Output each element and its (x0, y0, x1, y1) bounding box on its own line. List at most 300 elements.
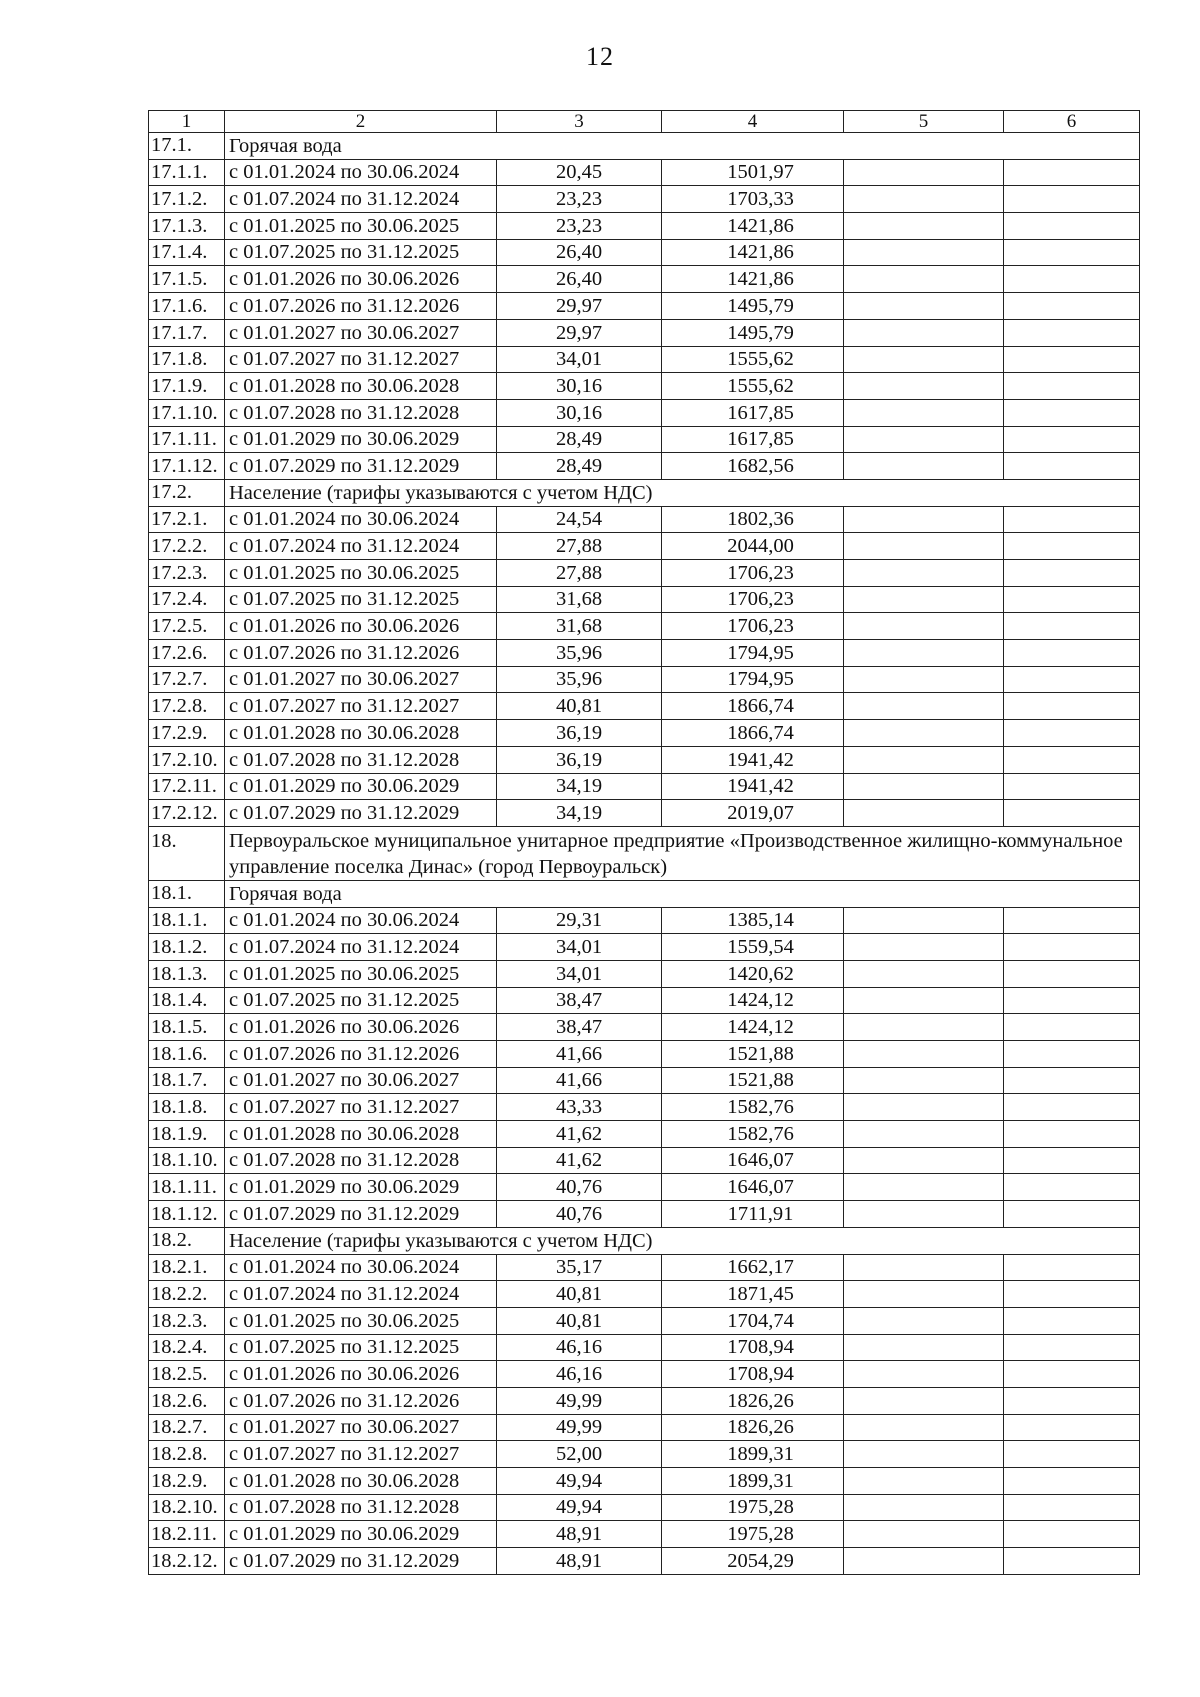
table-row (149, 1094, 1140, 1121)
value-col6-cell (1004, 373, 1140, 400)
row-number: 17.1.5. (149, 266, 225, 293)
period-cell: с 01.01.2028 по 30.06.2028 (225, 720, 497, 747)
value-col3-cell: 38,47 (497, 987, 662, 1014)
column-header-4: 4 (662, 111, 844, 133)
period-cell: с 01.01.2028 по 30.06.2028 (225, 373, 497, 400)
value-col5-cell (844, 1147, 1004, 1174)
value-col6-cell (1004, 159, 1140, 186)
row-number: 18.2.6. (149, 1387, 225, 1414)
table-row (149, 586, 1140, 613)
value-col3-cell: 30,16 (497, 399, 662, 426)
value-col5-cell (844, 346, 1004, 373)
period-cell: с 01.07.2024 по 31.12.2024 (225, 533, 497, 560)
value-col5-cell (844, 533, 1004, 560)
table-row (149, 293, 1140, 320)
value-col3-cell: 34,01 (497, 346, 662, 373)
value-col3-cell: 49,94 (497, 1468, 662, 1495)
table-row (149, 1067, 1140, 1094)
row-number: 17.2.11. (149, 773, 225, 800)
value-col3-cell: 31,68 (497, 586, 662, 613)
row-number: 17.1.10. (149, 399, 225, 426)
table-row (149, 266, 1140, 293)
value-col4-cell: 1421,86 (662, 266, 844, 293)
period-cell: с 01.01.2026 по 30.06.2026 (225, 266, 497, 293)
table-row (149, 1041, 1140, 1068)
value-col4-cell: 1646,07 (662, 1174, 844, 1201)
organization-name: Первоуральское муниципальное унитарное предприятие «Производственное жилищно-коммунальное управление поселка Динас» (город Первоуральск) (225, 826, 1140, 880)
value-col5-cell (844, 1334, 1004, 1361)
row-number: 17.1.12. (149, 453, 225, 480)
period-cell: с 01.01.2024 по 30.06.2024 (225, 907, 497, 934)
value-col5-cell (844, 586, 1004, 613)
value-col4-cell: 1826,26 (662, 1414, 844, 1441)
value-col4-cell: 1555,62 (662, 373, 844, 400)
row-number: 17.2.1. (149, 506, 225, 533)
value-col5-cell (844, 1254, 1004, 1281)
value-col5-cell (844, 1468, 1004, 1495)
row-number: 17.2.3. (149, 560, 225, 587)
row-number: 17.2.12. (149, 800, 225, 827)
value-col3-cell: 35,96 (497, 640, 662, 667)
value-col4-cell: 1794,95 (662, 666, 844, 693)
table-row (149, 346, 1140, 373)
value-col3-cell: 41,66 (497, 1067, 662, 1094)
value-col4-cell: 1975,28 (662, 1521, 844, 1548)
value-col6-cell (1004, 1254, 1140, 1281)
value-col4-cell: 2054,29 (662, 1548, 844, 1575)
value-col5-cell (844, 1094, 1004, 1121)
value-col3-cell: 36,19 (497, 720, 662, 747)
value-col4-cell: 1495,79 (662, 319, 844, 346)
value-col6-cell (1004, 346, 1140, 373)
section-number: 17.1. (149, 133, 225, 160)
table-row (149, 506, 1140, 533)
table-row (149, 426, 1140, 453)
value-col3-cell: 41,62 (497, 1121, 662, 1148)
table-row (149, 186, 1140, 213)
value-col5-cell (844, 1441, 1004, 1468)
value-col5-cell (844, 159, 1004, 186)
value-col6-cell (1004, 399, 1140, 426)
period-cell: с 01.01.2027 по 30.06.2027 (225, 319, 497, 346)
value-col3-cell: 49,94 (497, 1494, 662, 1521)
value-col6-cell (1004, 1121, 1140, 1148)
value-col4-cell: 1421,86 (662, 239, 844, 266)
value-col4-cell: 1662,17 (662, 1254, 844, 1281)
table-row (149, 666, 1140, 693)
row-number: 18.1.12. (149, 1201, 225, 1228)
value-col5-cell (844, 800, 1004, 827)
value-col5-cell (844, 1014, 1004, 1041)
value-col3-cell: 41,66 (497, 1041, 662, 1068)
value-col4-cell: 1521,88 (662, 1041, 844, 1068)
value-col5-cell (844, 453, 1004, 480)
row-number: 17.1.6. (149, 293, 225, 320)
value-col5-cell (844, 613, 1004, 640)
table-row (149, 987, 1140, 1014)
period-cell: с 01.07.2026 по 31.12.2026 (225, 293, 497, 320)
value-col5-cell (844, 1494, 1004, 1521)
value-col3-cell: 29,31 (497, 907, 662, 934)
value-col6-cell (1004, 613, 1140, 640)
value-col6-cell (1004, 1094, 1140, 1121)
value-col6-cell (1004, 720, 1140, 747)
value-col5-cell (844, 934, 1004, 961)
value-col6-cell (1004, 293, 1140, 320)
value-col5-cell (844, 213, 1004, 240)
period-cell: с 01.07.2024 по 31.12.2024 (225, 934, 497, 961)
value-col4-cell: 1866,74 (662, 720, 844, 747)
table-row (149, 213, 1140, 240)
period-cell: с 01.07.2027 по 31.12.2027 (225, 693, 497, 720)
row-number: 17.2.6. (149, 640, 225, 667)
table-row (149, 640, 1140, 667)
value-col3-cell: 41,62 (497, 1147, 662, 1174)
value-col5-cell (844, 1307, 1004, 1334)
row-number: 17.2.5. (149, 613, 225, 640)
table-row (149, 1014, 1140, 1041)
value-col4-cell: 1521,88 (662, 1067, 844, 1094)
period-cell: с 01.01.2029 по 30.06.2029 (225, 773, 497, 800)
row-number: 18.1.3. (149, 960, 225, 987)
value-col5-cell (844, 266, 1004, 293)
row-number: 17.2.9. (149, 720, 225, 747)
value-col3-cell: 40,81 (497, 693, 662, 720)
period-cell: с 01.07.2025 по 31.12.2025 (225, 586, 497, 613)
value-col5-cell (844, 1067, 1004, 1094)
section-title: Горячая вода (225, 133, 1140, 160)
value-col3-cell: 40,81 (497, 1281, 662, 1308)
value-col4-cell: 1385,14 (662, 907, 844, 934)
value-col4-cell: 1826,26 (662, 1387, 844, 1414)
table-row (149, 560, 1140, 587)
section-title: Население (тарифы указываются с учетом НДС) (225, 479, 1140, 506)
period-cell: с 01.01.2025 по 30.06.2025 (225, 1307, 497, 1334)
value-col6-cell (1004, 319, 1140, 346)
value-col6-cell (1004, 560, 1140, 587)
row-number: 18.1.1. (149, 907, 225, 934)
row-number: 17.2.8. (149, 693, 225, 720)
row-number: 18.2.5. (149, 1361, 225, 1388)
value-col6-cell (1004, 1494, 1140, 1521)
period-cell: с 01.07.2025 по 31.12.2025 (225, 239, 497, 266)
value-col6-cell (1004, 1147, 1140, 1174)
period-cell: с 01.07.2028 по 31.12.2028 (225, 1494, 497, 1521)
period-cell: с 01.01.2027 по 30.06.2027 (225, 1414, 497, 1441)
row-number: 17.1.3. (149, 213, 225, 240)
value-col6-cell (1004, 1014, 1140, 1041)
table-row (149, 399, 1140, 426)
period-cell: с 01.07.2027 по 31.12.2027 (225, 1441, 497, 1468)
table-row (149, 1414, 1140, 1441)
row-number: 18.1.5. (149, 1014, 225, 1041)
period-cell: с 01.01.2026 по 30.06.2026 (225, 1014, 497, 1041)
row-number: 18.2.4. (149, 1334, 225, 1361)
row-number: 18.2.8. (149, 1441, 225, 1468)
row-number: 18.2.12. (149, 1548, 225, 1575)
table-row (149, 720, 1140, 747)
table-row (149, 533, 1140, 560)
period-cell: с 01.07.2028 по 31.12.2028 (225, 1147, 497, 1174)
value-col5-cell (844, 1121, 1004, 1148)
table-row (149, 907, 1140, 934)
value-col3-cell: 36,19 (497, 746, 662, 773)
value-col5-cell (844, 773, 1004, 800)
table-row (149, 1174, 1140, 1201)
column-header-3: 3 (497, 111, 662, 133)
value-col3-cell: 31,68 (497, 613, 662, 640)
table-row (149, 1334, 1140, 1361)
table-row (149, 693, 1140, 720)
period-cell: с 01.01.2024 по 30.06.2024 (225, 159, 497, 186)
value-col3-cell: 23,23 (497, 213, 662, 240)
value-col5-cell (844, 373, 1004, 400)
row-number: 18.2.3. (149, 1307, 225, 1334)
value-col6-cell (1004, 1548, 1140, 1575)
period-cell: с 01.01.2027 по 30.06.2027 (225, 666, 497, 693)
value-col6-cell (1004, 1468, 1140, 1495)
value-col6-cell (1004, 907, 1140, 934)
section-number: 18.2. (149, 1227, 225, 1254)
value-col6-cell (1004, 1201, 1140, 1228)
row-number: 18.1.2. (149, 934, 225, 961)
value-col3-cell: 34,19 (497, 773, 662, 800)
value-col6-cell (1004, 773, 1140, 800)
value-col4-cell: 1706,23 (662, 560, 844, 587)
value-col3-cell: 46,16 (497, 1334, 662, 1361)
table-row (149, 159, 1140, 186)
value-col5-cell (844, 239, 1004, 266)
table-row (149, 960, 1140, 987)
value-col4-cell: 1501,97 (662, 159, 844, 186)
period-cell: с 01.07.2026 по 31.12.2026 (225, 1041, 497, 1068)
table-row (149, 800, 1140, 827)
value-col4-cell: 1711,91 (662, 1201, 844, 1228)
period-cell: с 01.01.2024 по 30.06.2024 (225, 506, 497, 533)
value-col3-cell: 26,40 (497, 266, 662, 293)
tariff-table (148, 110, 1140, 1575)
row-number: 18.2.10. (149, 1494, 225, 1521)
value-col3-cell: 28,49 (497, 453, 662, 480)
value-col3-cell: 26,40 (497, 239, 662, 266)
value-col6-cell (1004, 1414, 1140, 1441)
section-row (149, 133, 1140, 160)
period-cell: с 01.01.2024 по 30.06.2024 (225, 1254, 497, 1281)
row-number: 18.1.6. (149, 1041, 225, 1068)
row-number: 18.2.1. (149, 1254, 225, 1281)
row-number: 18.1.4. (149, 987, 225, 1014)
value-col6-cell (1004, 186, 1140, 213)
value-col4-cell: 1706,23 (662, 586, 844, 613)
value-col4-cell: 1975,28 (662, 1494, 844, 1521)
value-col4-cell: 2044,00 (662, 533, 844, 560)
value-col3-cell: 49,99 (497, 1387, 662, 1414)
value-col6-cell (1004, 1334, 1140, 1361)
value-col4-cell: 1703,33 (662, 186, 844, 213)
value-col6-cell (1004, 213, 1140, 240)
value-col3-cell: 34,01 (497, 960, 662, 987)
value-col6-cell (1004, 533, 1140, 560)
table-row (149, 613, 1140, 640)
value-col3-cell: 23,23 (497, 186, 662, 213)
value-col4-cell: 1704,74 (662, 1307, 844, 1334)
value-col4-cell: 1420,62 (662, 960, 844, 987)
value-col6-cell (1004, 1521, 1140, 1548)
value-col5-cell (844, 319, 1004, 346)
value-col6-cell (1004, 800, 1140, 827)
value-col3-cell: 30,16 (497, 373, 662, 400)
section-title: Горячая вода (225, 880, 1140, 907)
value-col4-cell: 1866,74 (662, 693, 844, 720)
row-number: 17.1.8. (149, 346, 225, 373)
table-row (149, 239, 1140, 266)
period-cell: с 01.01.2029 по 30.06.2029 (225, 426, 497, 453)
value-col3-cell: 48,91 (497, 1521, 662, 1548)
period-cell: с 01.01.2029 по 30.06.2029 (225, 1521, 497, 1548)
value-col6-cell (1004, 987, 1140, 1014)
value-col6-cell (1004, 746, 1140, 773)
value-col3-cell: 27,88 (497, 560, 662, 587)
value-col5-cell (844, 640, 1004, 667)
value-col4-cell: 1708,94 (662, 1334, 844, 1361)
table-row (149, 1201, 1140, 1228)
column-header-2: 2 (225, 111, 497, 133)
value-col3-cell: 38,47 (497, 1014, 662, 1041)
period-cell: с 01.07.2028 по 31.12.2028 (225, 399, 497, 426)
value-col4-cell: 1555,62 (662, 346, 844, 373)
value-col3-cell: 46,16 (497, 1361, 662, 1388)
value-col5-cell (844, 399, 1004, 426)
section-number: 17.2. (149, 479, 225, 506)
value-col6-cell (1004, 1307, 1140, 1334)
period-cell: с 01.07.2025 по 31.12.2025 (225, 1334, 497, 1361)
table-row (149, 319, 1140, 346)
value-col6-cell (1004, 666, 1140, 693)
value-col6-cell (1004, 586, 1140, 613)
value-col6-cell (1004, 1067, 1140, 1094)
value-col4-cell: 2019,07 (662, 800, 844, 827)
section-number: 18.1. (149, 880, 225, 907)
table-row (149, 1521, 1140, 1548)
period-cell: с 01.01.2025 по 30.06.2025 (225, 560, 497, 587)
period-cell: с 01.01.2026 по 30.06.2026 (225, 613, 497, 640)
table-row (149, 1494, 1140, 1521)
value-col3-cell: 40,76 (497, 1174, 662, 1201)
period-cell: с 01.01.2027 по 30.06.2027 (225, 1067, 497, 1094)
section-row (149, 880, 1140, 907)
value-col3-cell: 43,33 (497, 1094, 662, 1121)
value-col4-cell: 1559,54 (662, 934, 844, 961)
value-col4-cell: 1899,31 (662, 1441, 844, 1468)
value-col5-cell (844, 746, 1004, 773)
period-cell: с 01.07.2024 по 31.12.2024 (225, 186, 497, 213)
row-number: 17.2.2. (149, 533, 225, 560)
value-col5-cell (844, 293, 1004, 320)
value-col3-cell: 24,54 (497, 506, 662, 533)
value-col5-cell (844, 1281, 1004, 1308)
value-col6-cell (1004, 506, 1140, 533)
period-cell: с 01.01.2025 по 30.06.2025 (225, 213, 497, 240)
organization-row (149, 826, 1140, 880)
value-col6-cell (1004, 239, 1140, 266)
table-row (149, 373, 1140, 400)
period-cell: с 01.07.2026 по 31.12.2026 (225, 1387, 497, 1414)
value-col5-cell (844, 666, 1004, 693)
value-col4-cell: 1424,12 (662, 987, 844, 1014)
table-row (149, 1441, 1140, 1468)
value-col4-cell: 1424,12 (662, 1014, 844, 1041)
period-cell: с 01.01.2025 по 30.06.2025 (225, 960, 497, 987)
section-title: Население (тарифы указываются с учетом НДС) (225, 1227, 1140, 1254)
row-number: 17.2.10. (149, 746, 225, 773)
value-col5-cell (844, 186, 1004, 213)
section-row (149, 479, 1140, 506)
row-number: 18.1.7. (149, 1067, 225, 1094)
row-number: 17.1.11. (149, 426, 225, 453)
period-cell: с 01.07.2025 по 31.12.2025 (225, 987, 497, 1014)
period-cell: с 01.01.2028 по 30.06.2028 (225, 1468, 497, 1495)
value-col5-cell (844, 1548, 1004, 1575)
value-col3-cell: 40,81 (497, 1307, 662, 1334)
value-col3-cell: 48,91 (497, 1548, 662, 1575)
table-row (149, 1281, 1140, 1308)
value-col3-cell: 52,00 (497, 1441, 662, 1468)
row-number: 17.1.4. (149, 239, 225, 266)
period-cell: с 01.07.2028 по 31.12.2028 (225, 746, 497, 773)
organization-number: 18. (149, 826, 225, 880)
value-col4-cell: 1495,79 (662, 293, 844, 320)
row-number: 18.2.11. (149, 1521, 225, 1548)
period-cell: с 01.07.2029 по 31.12.2029 (225, 1201, 497, 1228)
period-cell: с 01.07.2027 по 31.12.2027 (225, 346, 497, 373)
value-col5-cell (844, 506, 1004, 533)
value-col5-cell (844, 720, 1004, 747)
value-col5-cell (844, 693, 1004, 720)
table-row (149, 773, 1140, 800)
value-col6-cell (1004, 1174, 1140, 1201)
value-col5-cell (844, 1174, 1004, 1201)
value-col6-cell (1004, 426, 1140, 453)
row-number: 18.1.10. (149, 1147, 225, 1174)
table-row (149, 746, 1140, 773)
page-number: 12 (586, 42, 614, 71)
table-row (149, 934, 1140, 961)
table-row (149, 1387, 1140, 1414)
value-col4-cell: 1582,76 (662, 1094, 844, 1121)
value-col3-cell: 28,49 (497, 426, 662, 453)
table-row (149, 1548, 1140, 1575)
value-col3-cell: 34,01 (497, 934, 662, 961)
period-cell: с 01.07.2026 по 31.12.2026 (225, 640, 497, 667)
value-col6-cell (1004, 640, 1140, 667)
value-col3-cell: 35,96 (497, 666, 662, 693)
value-col5-cell (844, 426, 1004, 453)
period-cell: с 01.01.2029 по 30.06.2029 (225, 1174, 497, 1201)
value-col5-cell (844, 1201, 1004, 1228)
period-cell: с 01.01.2028 по 30.06.2028 (225, 1121, 497, 1148)
value-col6-cell (1004, 960, 1140, 987)
value-col5-cell (844, 907, 1004, 934)
row-number: 17.1.7. (149, 319, 225, 346)
value-col6-cell (1004, 1441, 1140, 1468)
value-col3-cell: 20,45 (497, 159, 662, 186)
value-col6-cell (1004, 1387, 1140, 1414)
row-number: 18.1.8. (149, 1094, 225, 1121)
table-row (149, 1121, 1140, 1148)
value-col3-cell: 35,17 (497, 1254, 662, 1281)
period-cell: с 01.07.2027 по 31.12.2027 (225, 1094, 497, 1121)
row-number: 17.1.1. (149, 159, 225, 186)
